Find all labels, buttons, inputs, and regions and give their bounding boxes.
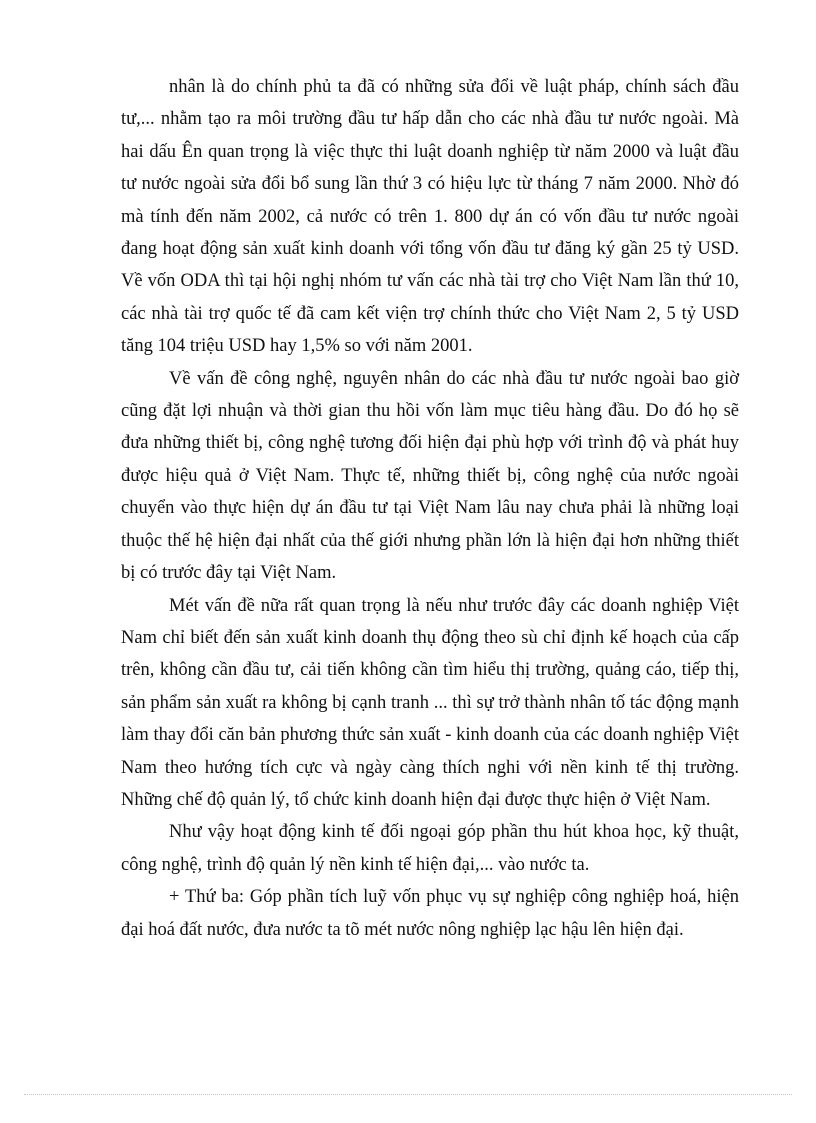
paragraph-summary: Như vậy hoạt động kinh tế đối ngoại góp phần thu hút khoa học, kỹ thuật, công nghệ, trình độ quản lý nền kinh tế hiện đại,... vào nước ta. [121,822,739,875]
paragraph-third-point: + Thứ ba: Góp phần tích luỹ vốn phục vụ sự nghiệp công nghiệp hoá, hiện đại hoá đất nước, đưa nước ta tõ mét nước nông nghiệp lạc hậu lên hiện đại. [121,887,739,940]
body-text [121,71,739,946]
paragraph-investment-environment: nhân là do chính phủ ta đã có những sửa đổi về luật pháp, chính sách đầu tư,... nhằm tạo ra môi trường đầu tư hấp dẫn cho các nhà đầu tư nước ngoài. Mà hai dấu Ên quan trọng là việc thực thi luật doanh nghiệp từ năm 2000 và luật đầu tư nước ngoài sửa đổi bổ sung lần thứ 3 có hiệu lực từ tháng 7 năm 2000. Nhờ đó mà tính đến năm 2002, cả nước có trên 1. 800 dự án có vốn đầu tư nước ngoài đang hoạt động sản xuất kinh doanh với tổng vốn đầu tư đăng ký gần 25 tỷ USD. Về vốn ODA thì tại hội nghị nhóm tư vấn các nhà tài trợ cho Việt Nam lần thứ 10, các nhà tài trợ quốc tế đã cam kết viện trợ chính thức cho Việt Nam 2, 5 tỷ USD tăng 104 triệu USD hay 1,5% so với năm 2001. [121,77,739,357]
paragraph-technology: Về vấn đề công nghệ, nguyên nhân do các nhà đầu tư nước ngoài bao giờ cũng đặt lợi nhuận và thời gian thu hồi vốn làm mục tiêu hàng đầu. Do đó họ sẽ đưa những thiết bị, công nghệ tương đối hiện đại phù hợp với trình độ và phát huy được hiệu quả ở Việt Nam. Thực tế, những thiết bị, công nghệ của nước ngoài chuyển vào thực hiện dự án đầu tư tại Việt Nam lâu nay chưa phải là những loại thuộc thế hệ hiện đại nhất của thế giới nhưng phần lớn là hiện đại hơn những thiết bị có trước đây tại Việt Nam. [121,368,739,584]
footer-dotted-rule [24,1094,792,1095]
paragraph-enterprise-change: Mét vấn đề nữa rất quan trọng là nếu như trước đây các doanh nghiệp Việt Nam chỉ biết đến sản xuất kinh doanh thụ động theo sù chỉ định kế hoạch của cấp trên, không cần đầu tư, cải tiến không cần tìm hiểu thị trường, quảng cáo, tiếp thị, sản phẩm sản xuất ra không bị cạnh tranh ... thì sự trở thành nhân tố tác động mạnh làm thay đổi căn bản phương thức sản xuất - kinh doanh của các doanh nghiệp Việt Nam theo hướng tích cực và ngày càng thích nghi với nền kinh tế thị trường. Những chế độ quản lý, tổ chức kinh doanh hiện đại được thực hiện ở Việt Nam. [121,595,739,810]
